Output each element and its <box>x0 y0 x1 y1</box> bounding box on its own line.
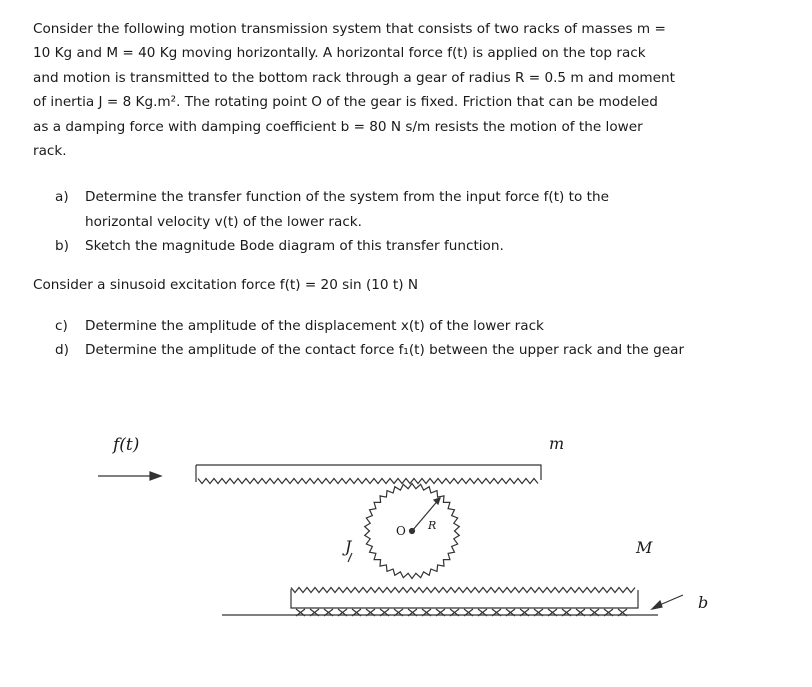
intro-line-2: 10 Kg and M = 40 Kg moving horizontally. A horizontal force f(t) is applied on the top rack <box>33 45 646 62</box>
intro-line-6: rack. <box>33 143 67 160</box>
gear-radius-label: R <box>428 519 437 532</box>
question-d-line-1: Determine the amplitude of the contact force f₁(t) between the upper rack and the gear <box>85 342 685 359</box>
question-c-line-1: Determine the amplitude of the displacement x(t) of the lower rack <box>85 318 544 335</box>
intro-line-3: and motion is transmitted to the bottom rack through a gear of radius R = 0.5 m and moment <box>33 69 675 86</box>
question-b-letter: b) <box>55 238 69 255</box>
gear-center-label: O <box>396 524 406 538</box>
force-label: f(t) <box>113 435 140 455</box>
upper-rack-teeth <box>198 479 538 484</box>
upper-mass-label: m <box>549 434 565 453</box>
question-b-line-1: Sketch the magnitude Bode diagram of this transfer function. <box>85 238 504 255</box>
damping-pointer-head <box>652 601 662 609</box>
intro-line-4: of inertia J = 8 Kg.m². The rotating point O of the gear is fixed. Friction that can be modeled <box>33 94 658 111</box>
lower-rack-teeth <box>291 588 635 593</box>
question-a-line-2: horizontal velocity v(t) of the lower rack. <box>85 213 362 230</box>
damping-label: b <box>698 593 709 612</box>
intro-line-1: Consider the following motion transmission system that consists of two racks of masses m = <box>33 21 666 37</box>
question-a-letter: a) <box>55 189 69 206</box>
excitation-text: Consider a sinusoid excitation force f(t) = 20 sin (10 t) N <box>33 276 419 293</box>
lower-mass-label: M <box>636 538 653 557</box>
force-arrow-head <box>150 472 161 480</box>
question-d-letter: d) <box>55 342 69 359</box>
question-a-line-1: Determine the transfer function of the system from the input force f(t) to the <box>85 189 609 206</box>
question-c-letter: c) <box>55 318 68 335</box>
upper-rack-body <box>196 465 541 480</box>
intro-line-5: as a damping force with damping coefficient b = 80 N s/m resists the motion of the lower <box>33 118 643 135</box>
inertia-label: J <box>345 537 352 556</box>
